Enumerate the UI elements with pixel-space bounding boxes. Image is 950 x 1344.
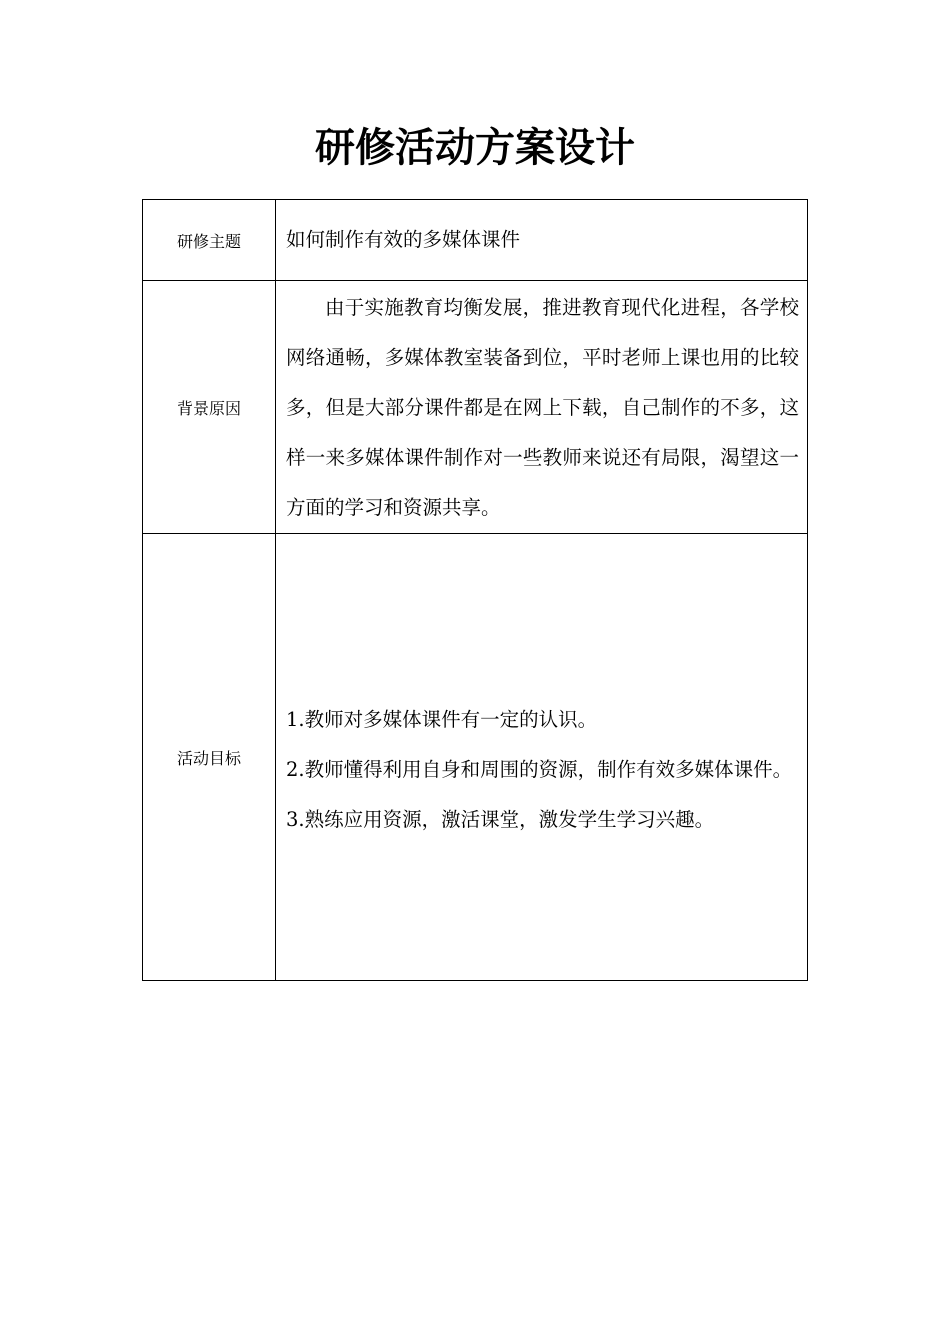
goal-item-1: 1.教师对多媒体课件有一定的认识。 xyxy=(286,708,598,731)
table-row-topic xyxy=(143,200,808,281)
plan-table xyxy=(142,199,808,981)
topic-value: 如何制作有效的多媒体课件 xyxy=(286,228,521,251)
goals-label: 活动目标 xyxy=(143,534,276,981)
goal-item-3: 3.熟练应用资源，激活课堂，激发学生学习兴趣。 xyxy=(286,808,715,831)
topic-cell xyxy=(276,200,808,281)
topic-label: 研修主题 xyxy=(143,200,276,281)
table-row-background xyxy=(143,281,808,534)
goals-cell xyxy=(276,534,808,981)
background-cell xyxy=(276,281,808,534)
page-title: 研修活动方案设计 xyxy=(315,125,635,171)
background-text: 由于实施教育均衡发展，推进教育现代化进程，各学校网络通畅，多媒体教室装备到位，平时老师上课也用的比较多，但是大部分课件都是在网上下载，自己制作的不多，这样一来多媒体课件制作对一些教师来说还有局限，渴望这一方面的学习和资源共享。 xyxy=(286,296,799,519)
goal-item-2: 2.教师懂得利用自身和周围的资源，制作有效多媒体课件。 xyxy=(286,758,793,781)
table-row-goals xyxy=(143,534,808,981)
background-label: 背景原因 xyxy=(143,281,276,534)
